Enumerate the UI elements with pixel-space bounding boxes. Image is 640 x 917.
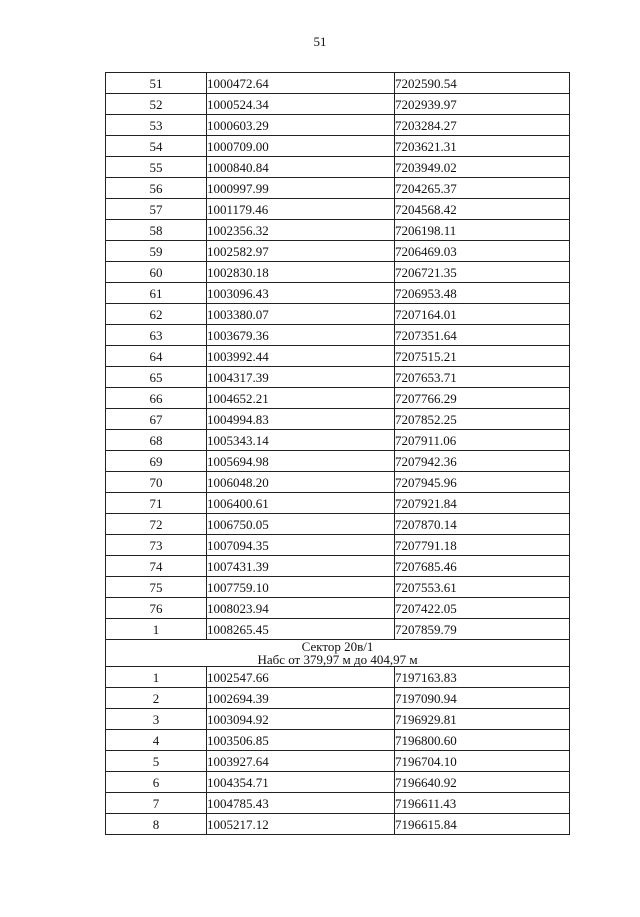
point-number-cell: 53 bbox=[106, 115, 207, 136]
point-number-cell: 75 bbox=[106, 577, 207, 598]
x-coordinate-cell: 1005217.12 bbox=[207, 814, 395, 835]
table-row bbox=[106, 388, 570, 409]
point-number-cell: 74 bbox=[106, 556, 207, 577]
sector-header-cell bbox=[106, 640, 570, 667]
table-row bbox=[106, 556, 570, 577]
x-coordinate-cell: 1000524.34 bbox=[207, 94, 395, 115]
point-number-cell: 5 bbox=[106, 751, 207, 772]
table-row bbox=[106, 115, 570, 136]
x-coordinate-cell: 1004785.43 bbox=[207, 793, 395, 814]
x-coordinate-cell: 1005694.98 bbox=[207, 451, 395, 472]
point-number-cell: 73 bbox=[106, 535, 207, 556]
point-number-cell: 1 bbox=[106, 667, 207, 688]
point-number-cell: 58 bbox=[106, 220, 207, 241]
y-coordinate-cell: 7196615.84 bbox=[395, 814, 570, 835]
table-row bbox=[106, 577, 570, 598]
x-coordinate-cell: 1008265.45 bbox=[207, 619, 395, 640]
table-row bbox=[106, 325, 570, 346]
y-coordinate-cell: 7207685.46 bbox=[395, 556, 570, 577]
point-number-cell: 66 bbox=[106, 388, 207, 409]
y-coordinate-cell: 7206198.11 bbox=[395, 220, 570, 241]
sector-header-group bbox=[106, 640, 570, 667]
y-coordinate-cell: 7206721.35 bbox=[395, 262, 570, 283]
y-coordinate-cell: 7204265.37 bbox=[395, 178, 570, 199]
table-row bbox=[106, 430, 570, 451]
table-row bbox=[106, 241, 570, 262]
y-coordinate-cell: 7203284.27 bbox=[395, 115, 570, 136]
point-number-cell: 2 bbox=[106, 688, 207, 709]
table-row bbox=[106, 709, 570, 730]
table-row bbox=[106, 619, 570, 640]
y-coordinate-cell: 7207911.06 bbox=[395, 430, 570, 451]
table-row bbox=[106, 667, 570, 688]
y-coordinate-cell: 7207859.79 bbox=[395, 619, 570, 640]
y-coordinate-cell: 7196704.10 bbox=[395, 751, 570, 772]
table-row bbox=[106, 409, 570, 430]
x-coordinate-cell: 1006750.05 bbox=[207, 514, 395, 535]
point-number-cell: 1 bbox=[106, 619, 207, 640]
y-coordinate-cell: 7207870.14 bbox=[395, 514, 570, 535]
y-coordinate-cell: 7207921.84 bbox=[395, 493, 570, 514]
x-coordinate-cell: 1003506.85 bbox=[207, 730, 395, 751]
x-coordinate-cell: 1004317.39 bbox=[207, 367, 395, 388]
x-coordinate-cell: 1007094.35 bbox=[207, 535, 395, 556]
point-number-cell: 7 bbox=[106, 793, 207, 814]
y-coordinate-cell: 7202590.54 bbox=[395, 73, 570, 94]
table-row bbox=[106, 157, 570, 178]
table-row bbox=[106, 793, 570, 814]
x-coordinate-cell: 1000472.64 bbox=[207, 73, 395, 94]
point-number-cell: 6 bbox=[106, 772, 207, 793]
y-coordinate-cell: 7207653.71 bbox=[395, 367, 570, 388]
x-coordinate-cell: 1003927.64 bbox=[207, 751, 395, 772]
table-row bbox=[106, 199, 570, 220]
y-coordinate-cell: 7196640.92 bbox=[395, 772, 570, 793]
y-coordinate-cell: 7207945.96 bbox=[395, 472, 570, 493]
table-row bbox=[106, 283, 570, 304]
point-number-cell: 3 bbox=[106, 709, 207, 730]
y-coordinate-cell: 7206469.03 bbox=[395, 241, 570, 262]
y-coordinate-cell: 7203949.02 bbox=[395, 157, 570, 178]
table-row bbox=[106, 367, 570, 388]
point-number-cell: 61 bbox=[106, 283, 207, 304]
point-number-cell: 51 bbox=[106, 73, 207, 94]
table-row bbox=[106, 262, 570, 283]
y-coordinate-cell: 7207515.21 bbox=[395, 346, 570, 367]
x-coordinate-cell: 1007759.10 bbox=[207, 577, 395, 598]
y-coordinate-cell: 7207791.18 bbox=[395, 535, 570, 556]
point-number-cell: 4 bbox=[106, 730, 207, 751]
coordinates-table bbox=[105, 72, 570, 835]
x-coordinate-cell: 1004354.71 bbox=[207, 772, 395, 793]
y-coordinate-cell: 7207553.61 bbox=[395, 577, 570, 598]
y-coordinate-cell: 7207942.36 bbox=[395, 451, 570, 472]
point-number-cell: 64 bbox=[106, 346, 207, 367]
point-number-cell: 54 bbox=[106, 136, 207, 157]
table-row bbox=[106, 514, 570, 535]
point-number-cell: 56 bbox=[106, 178, 207, 199]
point-number-cell: 69 bbox=[106, 451, 207, 472]
x-coordinate-cell: 1001179.46 bbox=[207, 199, 395, 220]
x-coordinate-cell: 1003380.07 bbox=[207, 304, 395, 325]
table-body-sector bbox=[106, 667, 570, 835]
table-body-main bbox=[106, 73, 570, 640]
y-coordinate-cell: 7196800.60 bbox=[395, 730, 570, 751]
x-coordinate-cell: 1002582.97 bbox=[207, 241, 395, 262]
table-row bbox=[106, 451, 570, 472]
y-coordinate-cell: 7196611.43 bbox=[395, 793, 570, 814]
x-coordinate-cell: 1005343.14 bbox=[207, 430, 395, 451]
x-coordinate-cell: 1002356.32 bbox=[207, 220, 395, 241]
y-coordinate-cell: 7207351.64 bbox=[395, 325, 570, 346]
sector-title: Сектор 20в/1 bbox=[301, 639, 374, 654]
table-row bbox=[106, 472, 570, 493]
y-coordinate-cell: 7206953.48 bbox=[395, 283, 570, 304]
point-number-cell: 57 bbox=[106, 199, 207, 220]
table-row bbox=[106, 751, 570, 772]
point-number-cell: 67 bbox=[106, 409, 207, 430]
y-coordinate-cell: 7207422.05 bbox=[395, 598, 570, 619]
x-coordinate-cell: 1004652.21 bbox=[207, 388, 395, 409]
table-row bbox=[106, 304, 570, 325]
table-row bbox=[106, 493, 570, 514]
x-coordinate-cell: 1003679.36 bbox=[207, 325, 395, 346]
table-row bbox=[106, 220, 570, 241]
x-coordinate-cell: 1006400.61 bbox=[207, 493, 395, 514]
page-number: 51 bbox=[313, 34, 327, 49]
point-number-cell: 68 bbox=[106, 430, 207, 451]
point-number-cell: 70 bbox=[106, 472, 207, 493]
point-number-cell: 72 bbox=[106, 514, 207, 535]
table-row bbox=[106, 94, 570, 115]
x-coordinate-cell: 1004994.83 bbox=[207, 409, 395, 430]
x-coordinate-cell: 1000997.99 bbox=[207, 178, 395, 199]
table-row bbox=[106, 178, 570, 199]
table-row bbox=[106, 772, 570, 793]
y-coordinate-cell: 7207852.25 bbox=[395, 409, 570, 430]
point-number-cell: 52 bbox=[106, 94, 207, 115]
point-number-cell: 60 bbox=[106, 262, 207, 283]
y-coordinate-cell: 7197163.83 bbox=[395, 667, 570, 688]
point-number-cell: 63 bbox=[106, 325, 207, 346]
x-coordinate-cell: 1006048.20 bbox=[207, 472, 395, 493]
point-number-cell: 8 bbox=[106, 814, 207, 835]
x-coordinate-cell: 1003992.44 bbox=[207, 346, 395, 367]
point-number-cell: 76 bbox=[106, 598, 207, 619]
y-coordinate-cell: 7207766.29 bbox=[395, 388, 570, 409]
table-row bbox=[106, 136, 570, 157]
y-coordinate-cell: 7207164.01 bbox=[395, 304, 570, 325]
x-coordinate-cell: 1000709.00 bbox=[207, 136, 395, 157]
table-row bbox=[106, 814, 570, 835]
x-coordinate-cell: 1003096.43 bbox=[207, 283, 395, 304]
y-coordinate-cell: 7202939.97 bbox=[395, 94, 570, 115]
x-coordinate-cell: 1002547.66 bbox=[207, 667, 395, 688]
x-coordinate-cell: 1002830.18 bbox=[207, 262, 395, 283]
x-coordinate-cell: 1008023.94 bbox=[207, 598, 395, 619]
x-coordinate-cell: 1007431.39 bbox=[207, 556, 395, 577]
table-row bbox=[106, 688, 570, 709]
x-coordinate-cell: 1000603.29 bbox=[207, 115, 395, 136]
y-coordinate-cell: 7196929.81 bbox=[395, 709, 570, 730]
y-coordinate-cell: 7197090.94 bbox=[395, 688, 570, 709]
table-row bbox=[106, 598, 570, 619]
sector-header-row bbox=[106, 640, 570, 667]
y-coordinate-cell: 7204568.42 bbox=[395, 199, 570, 220]
table-row bbox=[106, 730, 570, 751]
sector-depth-range: Набс от 379,97 м до 404,97 м bbox=[257, 652, 418, 667]
table-row bbox=[106, 73, 570, 94]
y-coordinate-cell: 7203621.31 bbox=[395, 136, 570, 157]
x-coordinate-cell: 1000840.84 bbox=[207, 157, 395, 178]
table-row bbox=[106, 535, 570, 556]
point-number-cell: 71 bbox=[106, 493, 207, 514]
point-number-cell: 65 bbox=[106, 367, 207, 388]
point-number-cell: 59 bbox=[106, 241, 207, 262]
x-coordinate-cell: 1002694.39 bbox=[207, 688, 395, 709]
point-number-cell: 55 bbox=[106, 157, 207, 178]
table-row bbox=[106, 346, 570, 367]
point-number-cell: 62 bbox=[106, 304, 207, 325]
x-coordinate-cell: 1003094.92 bbox=[207, 709, 395, 730]
